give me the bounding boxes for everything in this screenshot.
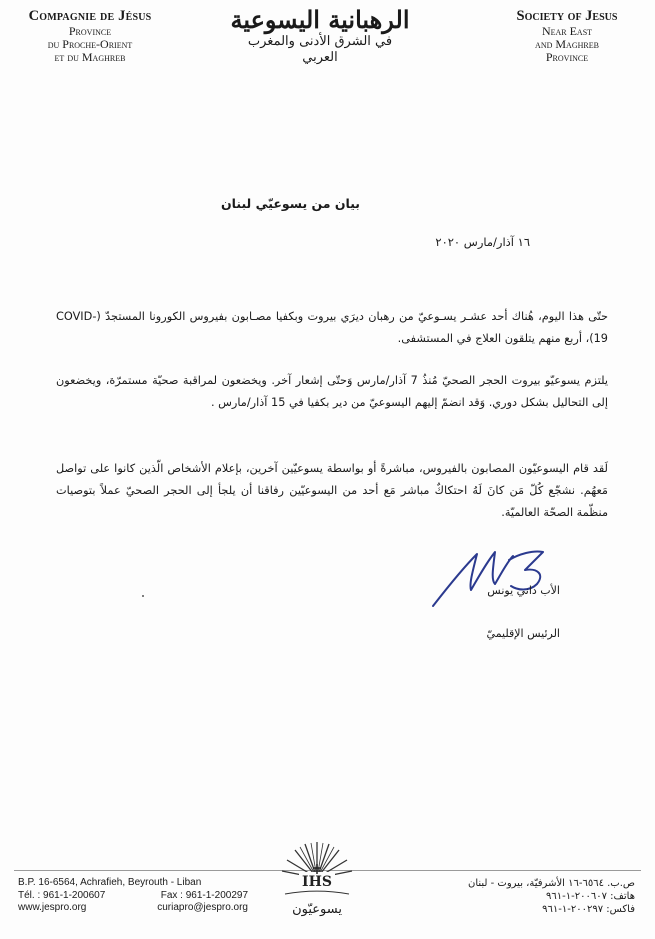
handwritten-signature (425, 540, 555, 615)
statement-title: بيان من يسوعيّي لبنان (220, 196, 360, 211)
statement-date: ١٦ آذار/مارس ٢٠٢٠ (435, 235, 530, 249)
stray-dot (142, 595, 144, 597)
signatory-title: الرئيس الإقليميّ (486, 627, 560, 640)
footer-arabic-phone: هاتف: ٢٠٠٦٠٧-١-٩٦١ (546, 891, 635, 902)
header-english-line: Near East (541, 24, 593, 38)
header-english (497, 8, 637, 64)
jesuit-sun-logo (262, 838, 372, 933)
footer-arabic-address: ص.ب. ٦٥٦٤-١٦ الأشرفيّة، بيروت - لبنان (467, 878, 635, 889)
footer-email[interactable]: curiapro@jespro.org (157, 902, 248, 913)
footer-arabic-fax: فاكس: ٢٠٠٢٩٧-١-٩٦١ (542, 904, 635, 915)
paragraph-3: لَقد قام اليسوعيّون المصابون بالفيروس، مباشرةً أو بواسطة يسوعيّين آخرين، بإعلام الأشخاص الّذين كانوا على تواصل مَعهُم. نشجّع كُلّ مَن كانَ لَهُ احتكاكٌ مباشر مَع أحد من اليسوعيّين رفاقنا أن يلجأ إلى الحجر الصحيّ عملاً بتوصيات منظّمة الصحّة العالميّة. (56, 462, 608, 519)
ihs-sun-icon (277, 838, 357, 900)
header-arabic-org: الرهبانية اليسوعية (230, 5, 410, 34)
header-arabic-logo (230, 6, 410, 66)
paragraph-1: حتّى هذا اليوم، هُناك أحد عشـر يسـوعيّ من رهبان ديرَي بيروت وبكفيا مصـابون بفيروس الكورونا المستجدّ (COVID-19)، أربع منهم يتلقون العلاج في المستشفى. (56, 310, 608, 345)
footer-fax: Fax : 961-1-200297 (160, 889, 248, 901)
footer-contact-arabic (420, 877, 635, 916)
footer-contact-latin (18, 877, 248, 915)
footer-website[interactable]: www.jespro.org (18, 902, 87, 913)
header-english-org: Society of Jesus (516, 8, 618, 24)
svg-text:IHS: IHS (302, 874, 332, 890)
paragraph-2: يلتزم يسوعيّو بيروت الحجر الصحيّ مُنذُ 7 آذار/مارس وَحتّى إشعار آخر. ويخضعون لمراقبة صحيّة مستمرّة، ويخضعون إلى التحاليل بشكل دوري. وَقد انضمّ إليهم اليسوعيّ من دير بكفيا في 15 آذار/مارس . (56, 374, 608, 409)
logo-caption: يسوعيّون (292, 902, 342, 917)
header-english-line: and Maghreb (535, 37, 599, 51)
footer-address: B.P. 16-6564, Achrafieh, Beyrouth - Liban (18, 877, 202, 888)
header-french-line: du Proche-Orient (47, 37, 133, 51)
header-french-line: et du Maghreb (54, 50, 126, 64)
header-french (10, 8, 170, 64)
header-arabic-sub: في الشرق الأدنى والمغرب العربي (247, 34, 393, 65)
signatory-name: الأب داني يونس (487, 584, 560, 597)
header-french-line: Province (68, 24, 112, 38)
header-english-line: Province (545, 50, 589, 64)
header-french-org: Compagnie de Jésus (28, 8, 152, 24)
footer-tel: Tél. : 961-1-200607 (18, 889, 106, 901)
